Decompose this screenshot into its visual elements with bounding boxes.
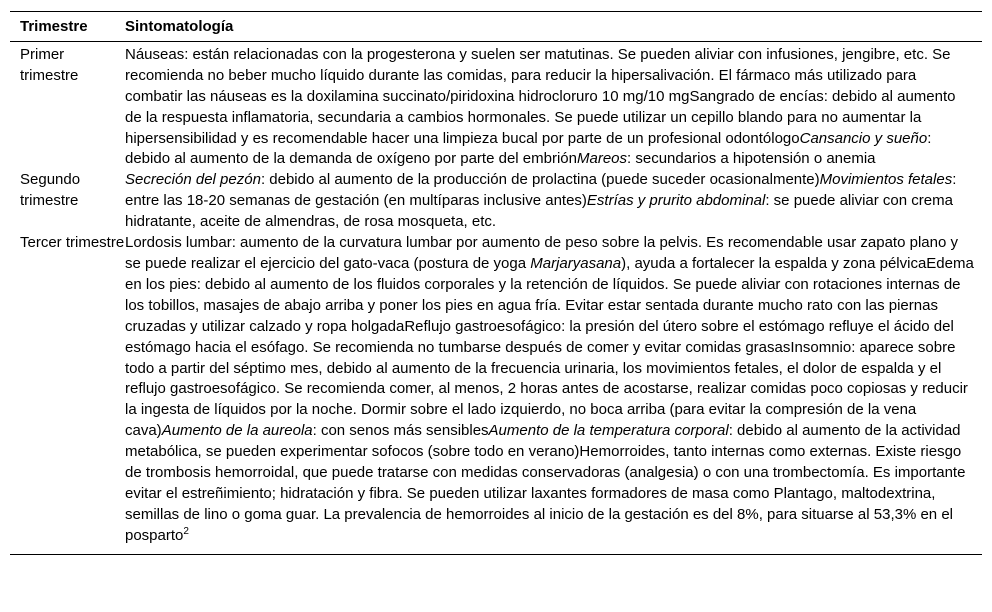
symptom-term-italic: Mareos [577, 150, 628, 168]
symptom-text: : entre las 18-20 semanas de gestación (en multíparas inclusive antes) [125, 171, 957, 210]
symptom-term-italic: Movimientos fetales [819, 171, 953, 189]
symptom-text: : debido al aumento de la demanda de oxígeno por parte del embrión [125, 129, 932, 168]
symptoms-cell [125, 170, 982, 233]
symptoms-cell [125, 233, 982, 554]
symptom-text: : secundarios a hipotensión o anemia [627, 150, 876, 168]
symptom-term-italic: Estrías y prurito abdominal [586, 192, 766, 210]
trimester-cell: Primer trimestre [20, 45, 79, 84]
header-trimestre: Trimestre [10, 12, 125, 42]
table-row [10, 233, 982, 554]
symptoms-cell [125, 41, 982, 170]
symptom-text: : se puede aliviar con crema hidratante, aceite de almendras, de rosa mosqueta, etc. [125, 192, 953, 231]
symptom-term-italic: Marjaryasana [530, 254, 622, 272]
reference-superscript: 2 [183, 525, 189, 537]
trimester-cell: Tercer trimestre [10, 233, 125, 554]
symptom-text: : con senos más sensibles [312, 422, 489, 440]
header-row [10, 12, 982, 42]
symptom-text: : debido al aumento de la actividad metabólica, se pueden experimentar sofocos (sobre todo en verano)Hemorroides, tanto internas como externas. Existe riesgo de trombosis hemorroidal, que puede tratarse con medidas conservadoras (analgesia) o con una trombectomía. Es importante evitar el estreñimiento; hidratación y fibra. Se pueden utilizar laxantes formadores de masa como Plantago, maltodextrina, semillas de lino o goma guar. La prevalencia de hemorroides al inicio de la gestación es del 8%, para situarse al 53,3% en el posparto [125, 422, 966, 544]
symptom-text: ), ayuda a fortalecer la espalda y zona pélvicaEdema en los pies: debido al aumento de los fluidos corporales y la retención de líquidos. Se puede aliviar con rotaciones internas de los tobillos, masajes de abajo arriba y poner los pies en agua fría. Evitar estar sentada durante mucho rato con las piernas cruzadas y utilizar calzado y ropa holgadaReflujo gastroesofágico: la presión del útero sobre el estómago refluye el ácido del estómago hacia el esófago. Se recomienda no tumbarse después de comer y evitar comidas grasasInsomnio: aparece sobre todo a partir del séptimo mes, debido al aumento de la frecuencia urinaria, los movimientos fetales, el dolor de espalda y el reflujo gastroesofágico. Se recomienda comer, al menos, 2 horas antes de acostarse, realizar comidas poco copiosas y reducir la ingesta de líquidos por la noche. Dormir sobre el lado izquierdo, no boca arriba (para evitar la compresión de la vena cava) [125, 254, 974, 440]
symptom-table-container [10, 11, 982, 555]
symptom-text: : debido al aumento de la producción de prolactina (puede suceder ocasionalmente) [260, 171, 820, 189]
table-body [10, 41, 982, 554]
symptom-term-italic: Cansancio y sueño [799, 129, 928, 147]
symptom-text: Lordosis lumbar: aumento de la curvatura lumbar por aumento de peso sobre la pelvis. Es recomendable usar zapato plano y se puede realizar el ejercicio del gato-vaca (postura de yoga [125, 234, 958, 272]
symptom-text: Náuseas: están relacionadas con la progesterona y suelen ser matutinas. Se pueden aliviar con infusiones, jengibre, etc. Se recomienda no beber mucho líquido durante las comidas, para reducir la hipersalivación. El fármaco más utilizado para combatir las náuseas es la doxilamina succinato/piridoxina hidrocloruro 10 mg/10 mgSangrado de encías: debido al aumento de la respuesta inflamatoria, secundaria a cambios hormonales. Se puede utilizar un cepillo blando para no aumentar la hipersensibilidad y es recomendable hacer una limpieza bucal por parte de un profesional odontólogo [125, 45, 956, 147]
table-row [10, 41, 982, 170]
symptom-term-italic: Secreción del pezón [125, 171, 261, 189]
symptom-term-italic: Aumento de la temperatura corporal [488, 422, 729, 440]
header-sintomatologia: Sintomatología [125, 12, 982, 42]
symptom-term-italic: Aumento de la aureola [161, 422, 313, 440]
symptom-table [10, 11, 982, 555]
trimester-cell: Segundo trimestre [20, 171, 81, 210]
table-row [10, 170, 982, 233]
